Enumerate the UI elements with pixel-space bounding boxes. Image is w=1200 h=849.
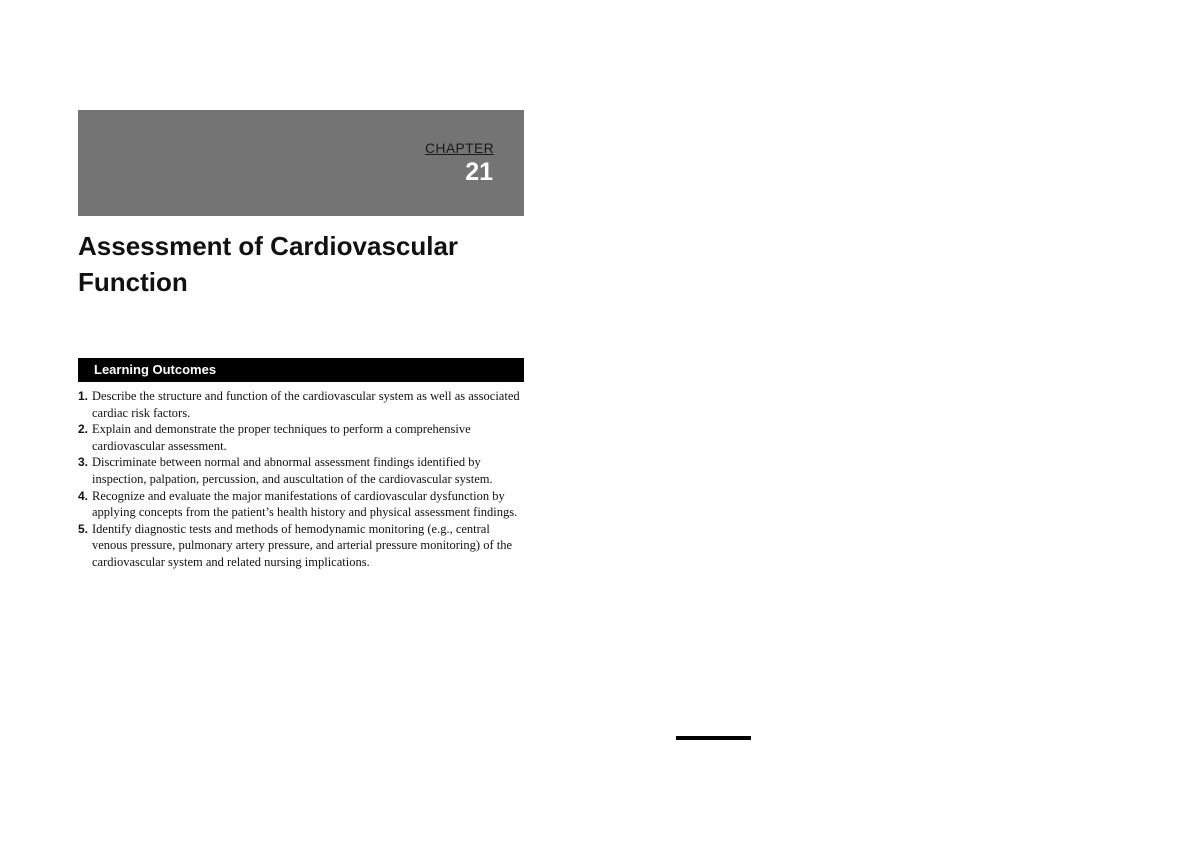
learning-outcomes-heading: Learning Outcomes (78, 358, 524, 382)
learning-outcomes-list (78, 388, 524, 571)
outcome-number: 5. (78, 521, 89, 536)
outcome-text: Explain and demonstrate the proper techniques to perform a comprehensive cardiovascular assessment. (92, 422, 471, 453)
chapter-title: Assessment of Cardiovascular Function (78, 231, 459, 297)
learning-outcome-item (78, 454, 524, 487)
outcome-number: 1. (78, 389, 89, 403)
chapter-label: CHAPTER (425, 140, 494, 156)
outcome-text: Discriminate between normal and abnormal assessment findings identified by inspection, palpation, percussion, and auscultation of the cardiovascular system. (92, 455, 493, 486)
chapter-number: 21 (465, 158, 493, 186)
outcome-number: 3. (78, 455, 89, 470)
right-page (600, 0, 1200, 849)
learning-outcome-item (78, 421, 524, 454)
outcome-text: Identify diagnostic tests and methods of hemodynamic monitoring (e.g., central venous pressure, pulmonary artery pressure, and arterial pressure monitoring) of the cardiovascular system and related nursing implications. (92, 521, 513, 569)
section-end-rule (676, 736, 751, 740)
outcome-number: 2. (78, 422, 89, 437)
outcome-text: Describe the structure and function of the cardiovascular system as well as associated cardiac risk factors. (92, 389, 520, 420)
chapter-header-box (78, 110, 524, 216)
learning-outcome-item (78, 521, 524, 571)
outcome-text: Recognize and evaluate the major manifestations of cardiovascular dysfunction by applying concepts from the patient’s health history and physical assessment findings. (92, 488, 518, 520)
learning-outcome-item (78, 388, 524, 421)
outcome-number: 4. (78, 488, 89, 503)
learning-outcome-item (78, 488, 524, 521)
